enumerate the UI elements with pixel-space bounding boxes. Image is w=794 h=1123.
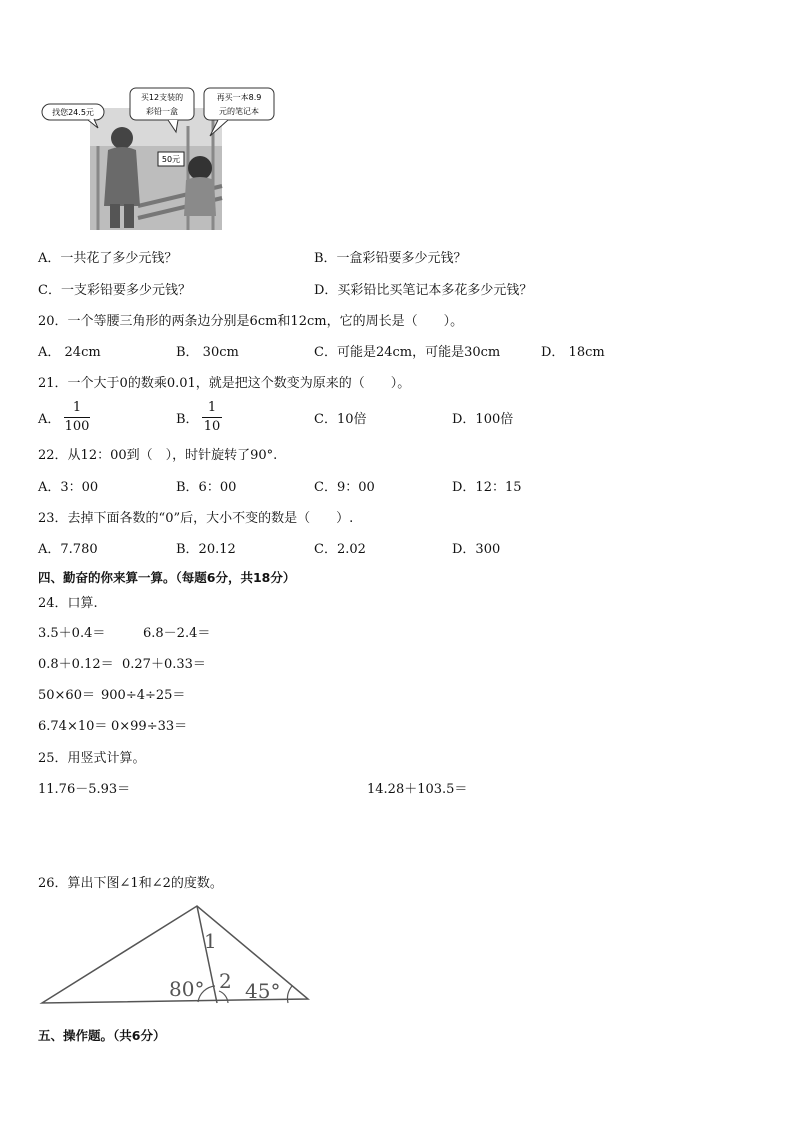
fraction-numerator: 1 [72,400,82,415]
bubble-notebook-1: 再买一本8.9 [216,93,262,102]
bubble-change: 找您24.5元 [52,108,94,117]
q21-option-a-label: A． [38,412,61,427]
q23-option-b: B．20.12 [176,542,236,557]
shopping-scene [38,86,288,232]
q21-option-a-fraction [64,400,90,434]
q19-option-a: A．一共花了多少元钱？ [38,251,178,266]
shopping-illustration [38,86,288,232]
price-sign: 50元 [161,155,181,164]
q24-item: 0×99÷33＝ [111,719,188,734]
fraction-denominator: 10 [203,419,221,434]
q24-item: 900÷4÷25＝ [101,688,186,703]
q22-option-d: D．12：15 [452,480,522,495]
q24-item: 3.5＋0.4＝ [38,626,106,641]
bubble-buy-pencils-1: 买12支装的 [140,93,184,102]
q25-stem: 25．用竖式计算。 [38,751,146,766]
q24-item: 6.74×10＝ [38,719,108,734]
fraction-bar [202,417,222,418]
q26-stem: 26．算出下图∠1和∠2的度数。 [38,876,223,891]
bubble-buy-pencils-2: 彩铅一盒 [146,107,178,116]
q21-stem: 21．一个大于0的数乘0.01，就是把这个数变为原来的（ ）。 [38,376,411,391]
angle-1-label: 1 [204,929,217,953]
q22-option-c: C．9：00 [314,480,375,495]
section-4-heading: 四、勤奋的你来算一算。（每题6分，共18分） [38,570,296,585]
q19-option-c: C．一支彩铅要多少元钱？ [38,283,191,298]
q21-option-c: C．10倍 [314,412,367,427]
q19-option-d: D．买彩铅比买笔记本多花多少元钱？ [314,283,533,298]
angle-2-label: 2 [219,969,232,993]
q22-stem: 22．从12：00到（ ），时针旋转了90°. [38,448,278,463]
q23-option-c: C．2.02 [314,542,366,557]
q19-option-b: B．一盒彩铅要多少元钱？ [314,251,467,266]
q24-item: 6.8－2.4＝ [143,626,211,641]
q24-item: 0.8＋0.12＝ [38,657,114,672]
q25-left-expression: 11.76－5.93＝ [38,782,131,797]
q24-item: 0.27＋0.33＝ [122,657,206,672]
q21-option-b-fraction [202,400,222,434]
fraction-denominator: 100 [64,419,90,434]
q23-option-a: A．7.780 [38,542,98,557]
q21-option-b-label: B． [176,412,199,427]
angle-45-label: 45° [245,979,281,1003]
fraction-bar [64,417,90,418]
q20-option-b: B． 30cm [176,345,239,360]
triangle-svg [38,900,318,1010]
q20-option-d: D． 18cm [541,345,605,360]
fraction-numerator: 1 [207,400,217,415]
q23-option-d: D．300 [452,542,501,557]
q20-option-a: A． 24cm [38,345,101,360]
q20-stem: 20．一个等腰三角形的两条边分别是6cm和12cm，它的周长是（ ）。 [38,314,464,329]
q23-stem: 23．去掉下面各数的“0”后，大小不变的数是（ ）. [38,511,354,526]
q24-item: 50×60＝ [38,688,95,703]
q20-option-c: C．可能是24cm，可能是30cm [314,345,501,360]
triangle-figure [38,900,318,1014]
bubble-notebook-2: 元的笔记本 [219,107,259,116]
q25-right-expression: 14.28＋103.5＝ [367,782,468,797]
angle-80-label: 80° [169,977,205,1001]
section-5-heading: 五、操作题。（共6分） [38,1028,166,1043]
angle-45-arc [288,986,292,1003]
q22-option-a: A．3：00 [38,480,99,495]
q22-option-b: B．6：00 [176,480,237,495]
q24-stem: 24．口算. [38,596,98,611]
q21-option-d: D．100倍 [452,412,514,427]
